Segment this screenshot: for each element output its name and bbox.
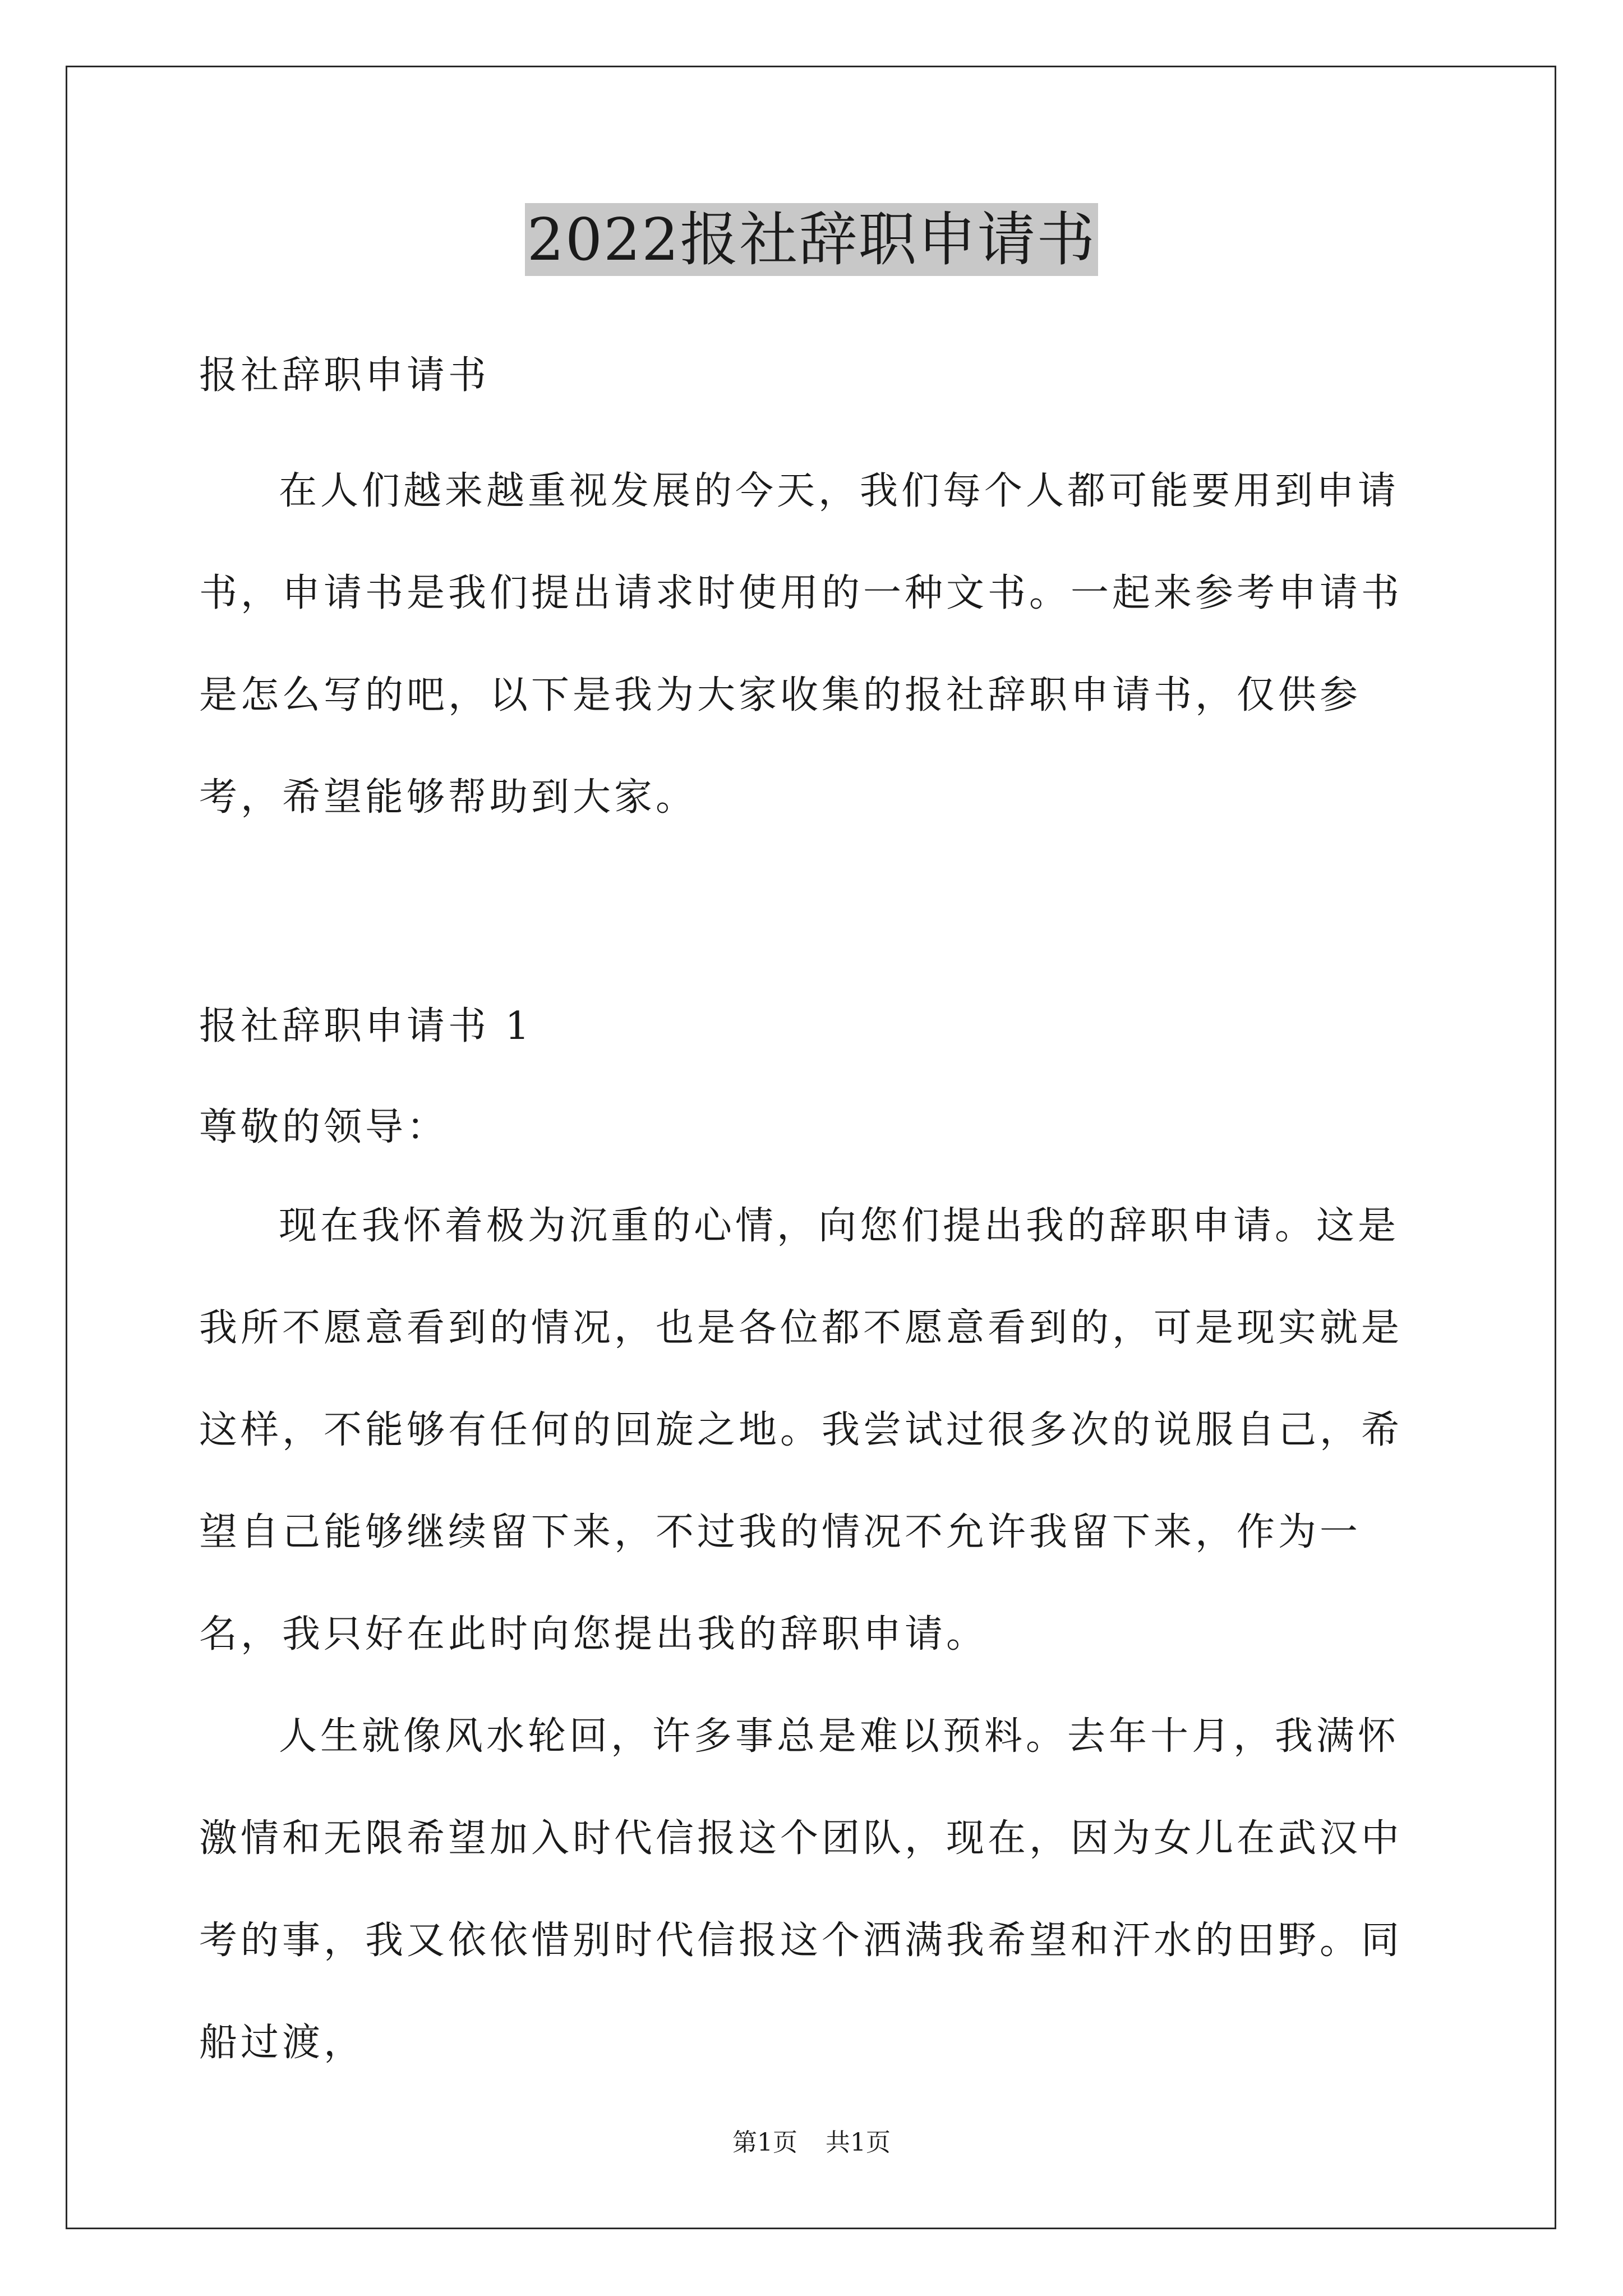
- salutation: 尊敬的领导：: [199, 1105, 449, 1149]
- body-paragraph-1: 现在我怀着极为沉重的心情，向您们提出我的辞职申请。这是我所不愿意看到的情况，也是各位都不愿意看到的，可是现实就是这样，不能够有任何的回旋之地。我尝试过很多次的说服自己，希望自己能够继续留下来，不过我的情况不允许我留下来，作为一名，我只好在此时向您提出我的辞职申请。: [199, 1204, 1403, 1657]
- page-footer: [0, 2126, 1623, 2160]
- document-title: 2022报社辞职申请书: [525, 203, 1099, 276]
- title-container: [0, 203, 1623, 276]
- page-total: 共1页: [826, 2128, 891, 2157]
- section-heading: 报社辞职申请书 1: [199, 1004, 533, 1048]
- document-subtitle: 报社辞职申请书: [199, 353, 490, 398]
- intro-paragraph: 在人们越来越重视发展的今天，我们每个人都可能要用到申请书，申请书是我们提出请求时使用的一种文书。一起来参考申请书是怎么写的吧，以下是我为大家收集的报社辞职申请书，仅供参考，希望能够帮助到大家。: [199, 469, 1403, 820]
- body-paragraph-2: 人生就像风水轮回，许多事总是难以预料。去年十月，我满怀激情和无限希望加入时代信报这个团队，现在，因为女儿在武汉中考的事，我又依依惜别时代信报这个洒满我希望和汗水的田野。同船过渡，: [199, 1714, 1403, 2065]
- page-number: 第1页: [732, 2128, 797, 2157]
